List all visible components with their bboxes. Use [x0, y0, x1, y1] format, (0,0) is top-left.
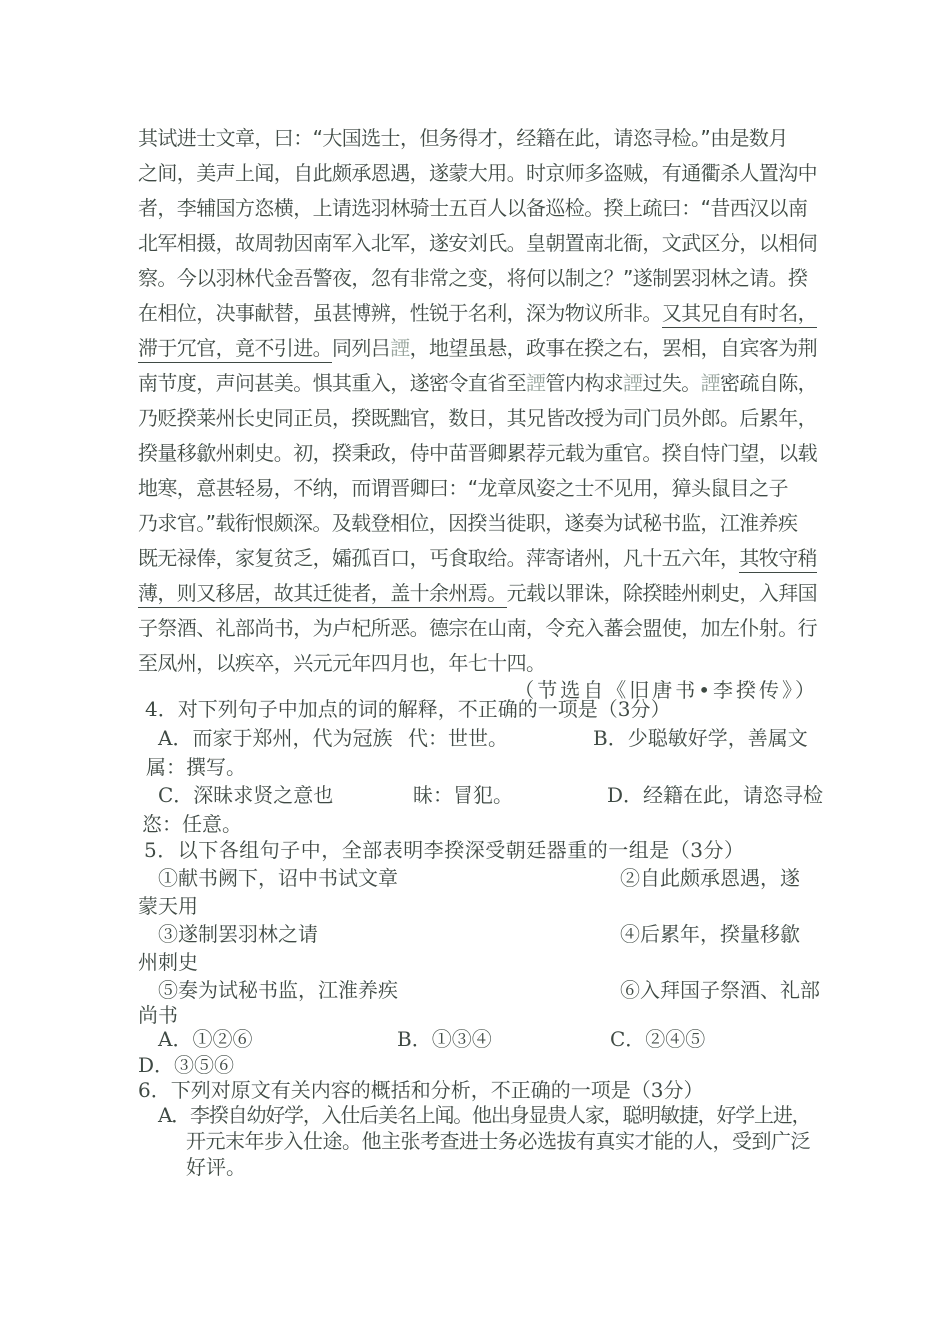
question-line-segment: ③遂制罢羽林之请 [158, 922, 318, 946]
question-line-segment: 开元末年步入仕途。他主张考查进士务必选拔有真实才能的人，受到广泛 [186, 1129, 810, 1153]
question-line [158, 783, 824, 807]
passage-line-segment: 至凤州，以疾卒，兴元元年四月也，年七十四。 [138, 651, 546, 675]
question-line [144, 838, 744, 862]
passage-line-segment: 之间，美声上闻，自此颇承恩遇，遂蒙大用。时京师多盗贼，有通衢杀人置沟中 [138, 161, 817, 185]
passage-line-segment: 元载以罪诛，除揆睦州刺史，入拜国 [506, 581, 818, 605]
question-line [158, 978, 820, 1002]
passage-line [138, 616, 817, 640]
passage-line [138, 651, 545, 675]
question-line-segment: ④后累年，揆量移歙 [620, 922, 800, 946]
passage-line [138, 476, 788, 500]
question-line-segment: 5．以下各组句子中，全部表明李揆深受朝廷器重的一组是（3分） [144, 838, 745, 862]
passage-line-segment: 同列吕 [332, 336, 391, 360]
passage-line [138, 581, 817, 605]
passage-line-segment: 其牧守稍 [739, 546, 817, 573]
question-line [186, 1155, 246, 1179]
question-line [158, 1103, 810, 1127]
question-line-segment: C．②④⑤ [610, 1027, 706, 1051]
question-line [145, 697, 670, 721]
passage-line-segment: 乃求官。”载衔恨颇深。及载登相位，因揆当徙职，遂奏为试秘书监，江淮养疾 [138, 511, 798, 535]
passage-line-segment: 揆量移歙州刺史。初，揆秉政，侍中苗晋卿累荐元载为重官。揆自恃门望，以载 [138, 441, 817, 465]
question-line [158, 866, 800, 890]
passage-line [138, 126, 788, 150]
question-line-segment: 尚书 [138, 1003, 178, 1027]
question-line-segment: ⑥入拜国子祭酒、礼部 [620, 978, 820, 1002]
question-line [158, 1027, 706, 1051]
passage-line-segment: 察。今以羽林代金吾警夜，忽有非常之变，将何以制之？”遂制罢羽林之请。揆 [138, 266, 808, 290]
passage-line [138, 266, 807, 290]
question-line-segment: 昧：冒犯。 [413, 783, 513, 807]
question-line-segment: A．李揆自幼好学，入仕后美名上闻。他出身显贵人家，聪明敏捷，好学上进， [158, 1103, 811, 1127]
passage-line-segment: 地寒，意甚轻易，不纳，而谓晋卿曰：“龙章凤姿之士不见用，獐头鼠目之子 [138, 476, 788, 500]
passage-line [138, 546, 817, 570]
passage-line-segment: ，地望虽悬，政事在揆之右，罢相，自宾客为荆 [409, 336, 818, 360]
passage-line [138, 406, 817, 430]
passage-line-segment: 在相位，决事献替，虽甚博辨，性锐于名利，深为物议所非。 [138, 301, 662, 325]
passage-line-segment: 密疏自陈， [720, 371, 818, 395]
question-line [138, 1053, 234, 1077]
question-line-segment: ②自此颇承恩遇，遂 [620, 866, 800, 890]
passage-line [138, 161, 817, 185]
question-line [186, 1129, 810, 1153]
question-line-segment: 4．对下列句子中加点的词的解释，不正确的一项是（3分） [145, 697, 671, 721]
passage-line-segment: 滞于冗官，竟不引进。 [138, 336, 332, 363]
passage-line-segment: 管内构求 [545, 371, 624, 395]
passage-line-segment: 过失。 [642, 371, 701, 395]
question-line-segment: 州刺史 [138, 950, 198, 974]
passage-line-segment: 諲 [623, 371, 643, 395]
question-line-segment: 属：撰写。 [146, 755, 246, 779]
question-line [158, 922, 800, 946]
question-line-segment: C．深昧求贤之意也 [158, 783, 334, 807]
question-line [138, 950, 198, 974]
question-line-segment: （节选自《旧唐书•李揆传》） [514, 678, 818, 702]
question-line-segment: 代：世世。 [408, 726, 508, 750]
passage-line [138, 196, 807, 220]
question-line-segment: D．③⑤⑥ [138, 1053, 235, 1077]
passage-line [138, 336, 817, 360]
passage-line-segment: 薄，则又移居，故其迁徙者，盖十余州焉。 [138, 581, 507, 608]
question-line-segment: D．经籍在此，请恣寻检 [607, 783, 824, 807]
question-line-segment: A．①②⑥ [158, 1027, 253, 1051]
question-line-segment: 蒙天用 [138, 894, 198, 918]
question-line [138, 1003, 178, 1027]
question-line [158, 726, 808, 750]
question-line-segment: A．而家于郑州，代为冠族 [158, 726, 393, 750]
passage-line [138, 301, 817, 325]
passage-line-segment: 其试进士文章，曰：“大国选士，但务得才，经籍在此，请恣寻检。”由是数月 [138, 126, 788, 150]
question-line-segment: B．少聪敏好学，善属文 [593, 726, 808, 750]
passage-line-segment: 子祭酒、礼部尚书，为卢杞所恶。德宗在山南，令充入蕃会盟使，加左仆射。行 [138, 616, 817, 640]
passage-line-segment: 諲 [390, 336, 410, 360]
passage-line [138, 231, 817, 255]
passage-line-segment: 乃贬揆莱州长史同正员，揆既黜官，数日，其兄皆改授为司门员外郎。后累年， [138, 406, 817, 430]
question-line [138, 1078, 703, 1102]
question-line-segment: 6．下列对原文有关内容的概括和分析，不正确的一项是（3分） [138, 1078, 704, 1102]
question-line-segment: 好评。 [186, 1155, 246, 1179]
passage-line [138, 371, 817, 395]
passage-line-segment: 北军相摄，故周勃因南军入北军，遂安刘氏。皇朝置南北衙，文武区分，以相伺 [138, 231, 817, 255]
question-line-segment: B．①③④ [397, 1027, 492, 1051]
passage-line-segment: 南节度，声问甚美。惧其重入，遂密令直省至 [138, 371, 526, 395]
passage-line-segment: 既无禄俸，家复贫乏，孀孤百口，丐食取给。萍寄诸州，凡十五六年， [138, 546, 740, 570]
passage-line-segment: 諲 [526, 371, 546, 395]
passage-line [138, 511, 797, 535]
question-line-segment: 恣：任意。 [142, 812, 242, 836]
question-line [142, 812, 242, 836]
passage-line-segment: 又其兄自有时名， [662, 301, 817, 328]
passage-line-segment: 者，李辅国方恣横，上请选羽林骑士五百人以备巡检。揆上疏曰：“昔西汉以南 [138, 196, 808, 220]
question-line [138, 894, 198, 918]
question-line [146, 755, 246, 779]
passage-line-segment: 諲 [700, 371, 721, 395]
question-line-segment: ①献书阙下，诏中书试文章 [158, 866, 398, 890]
question-line-segment: ⑤奏为试秘书监，江淮养疾 [158, 978, 398, 1002]
passage-line [138, 441, 817, 465]
